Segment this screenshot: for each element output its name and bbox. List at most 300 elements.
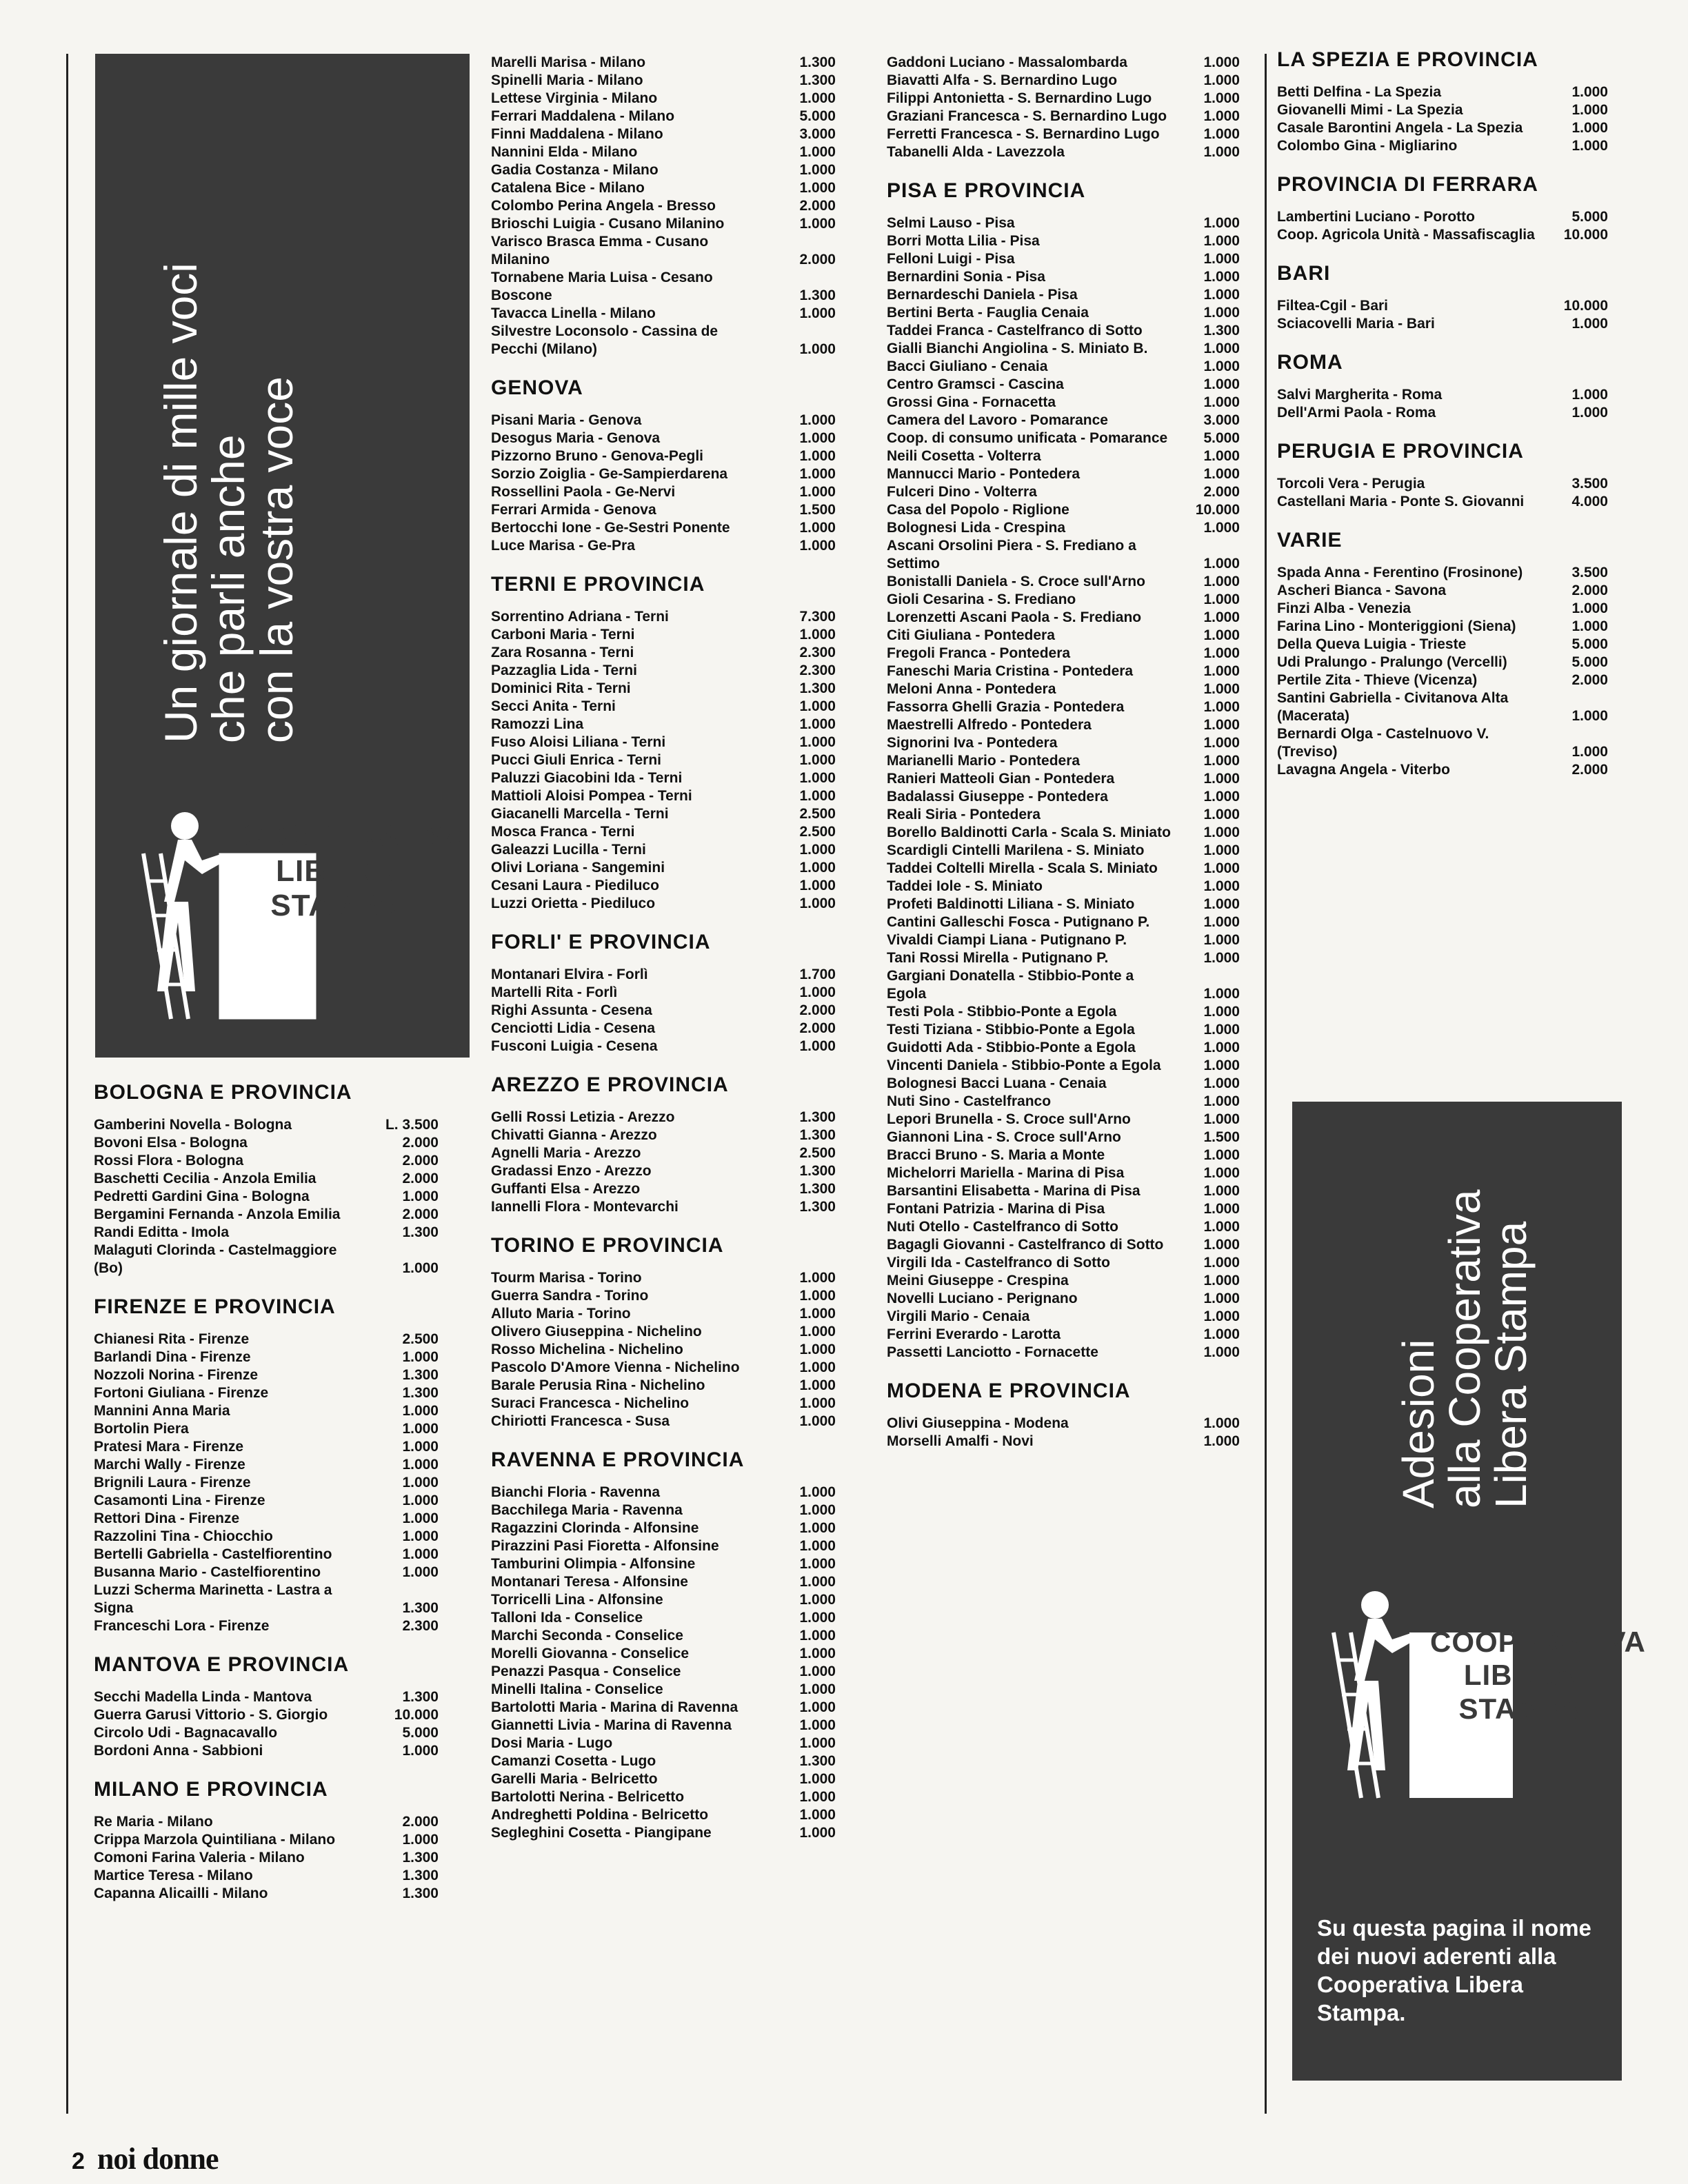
- list-item: [887, 1254, 1240, 1272]
- column-rule: [1265, 54, 1267, 2114]
- list-item: [887, 1146, 1240, 1164]
- list-item: [887, 716, 1240, 734]
- member-amount: 1.000: [1203, 986, 1240, 1002]
- list-item: [887, 645, 1240, 663]
- list-item: [1277, 689, 1608, 725]
- member-name: Bertini Berta - Fauglia Cenaia: [887, 305, 1089, 321]
- member-name: Coop. Agricola Unità - Massafiscaglia: [1277, 227, 1535, 243]
- member-amount: 1.000: [799, 144, 836, 160]
- list-item: [491, 54, 836, 72]
- list-item: [1277, 618, 1608, 636]
- list-item: [94, 1242, 439, 1277]
- list-item: [491, 412, 836, 429]
- member-name: Pirazzini Pasi Fioretta - Alfonsine: [491, 1538, 719, 1554]
- member-amount: 1.000: [799, 1699, 836, 1715]
- member-name: Ferrari Armida - Genova: [491, 502, 656, 518]
- section-heading: PISA E PROVINCIA: [887, 179, 1086, 202]
- section-heading: BOLOGNA E PROVINCIA: [94, 1081, 352, 1104]
- member-amount: 1.000: [799, 878, 836, 893]
- list-item: [491, 1395, 836, 1413]
- list-item: [491, 1341, 836, 1359]
- list-item: [887, 770, 1240, 788]
- member-amount: 1.000: [1203, 914, 1240, 930]
- member-name: Gioli Cesarina - S. Frediano: [887, 592, 1076, 607]
- member-name: Taddei Iole - S. Miniato: [887, 878, 1043, 894]
- ad-top: [95, 54, 470, 1058]
- member-amount: 1.000: [1203, 448, 1240, 464]
- member-amount: 1.000: [1203, 1111, 1240, 1127]
- list-item: [887, 501, 1240, 519]
- list-item: [491, 859, 836, 877]
- member-name: Finni Maddalena - Milano: [491, 126, 663, 142]
- list-item: [491, 1377, 836, 1395]
- member-name: Meloni Anna - Pontedera: [887, 681, 1056, 697]
- member-name: Sciacovelli Maria - Bari: [1277, 316, 1435, 332]
- listing-section: [94, 1778, 439, 1903]
- member-amount: 1.000: [799, 770, 836, 786]
- member-amount: 1.000: [1203, 376, 1240, 392]
- member-name: Bianchi Floria - Ravenna: [491, 1484, 661, 1500]
- member-name: Bacchilega Maria - Ravenna: [491, 1502, 683, 1518]
- list-item: [887, 1236, 1240, 1254]
- list-item: [491, 734, 836, 751]
- listing-section: [94, 1295, 439, 1635]
- member-amount: 1.000: [799, 1717, 836, 1733]
- member-amount: 1.000: [1203, 1093, 1240, 1109]
- member-amount: 1.000: [1203, 233, 1240, 249]
- member-amount: 1.000: [1203, 1219, 1240, 1235]
- list-item: [887, 214, 1240, 232]
- member-name: Camanzi Cosetta - Lugo: [491, 1753, 656, 1769]
- member-amount: 1.000: [1203, 592, 1240, 607]
- list-item: [94, 1152, 439, 1170]
- member-name: Badalassi Giuseppe - Pontedera: [887, 789, 1108, 805]
- member-name: Chiriotti Francesca - Susa: [491, 1413, 670, 1429]
- member-amount: 1.000: [799, 1520, 836, 1536]
- member-amount: 1.000: [1203, 394, 1240, 410]
- list-item: [94, 1348, 439, 1366]
- member-name: Bertelli Gabriella - Castelfiorentino: [94, 1546, 332, 1562]
- list-item: [491, 1002, 836, 1020]
- member-name: Guerra Garusi Vittorio - S. Giorgio: [94, 1707, 328, 1723]
- list-item: [491, 1591, 836, 1609]
- member-name: Pazzaglia Lida - Terni: [491, 663, 637, 678]
- member-amount: 1.000: [799, 627, 836, 643]
- list-item: [491, 841, 836, 859]
- member-name: Giovanelli Mimi - La Spezia: [1277, 102, 1463, 118]
- member-amount: 5.000: [1571, 636, 1608, 652]
- list-item: [887, 627, 1240, 645]
- member-name: Reali Siria - Pontedera: [887, 807, 1041, 822]
- member-name: Casa del Popolo - Riglione: [887, 502, 1069, 518]
- member-amount: 2.500: [799, 806, 836, 822]
- member-amount: 1.000: [1203, 1040, 1240, 1055]
- list-item: [491, 787, 836, 805]
- section-heading: BARI: [1277, 262, 1331, 285]
- member-name: Gargiani Donatella - Stibbio-Ponte a Egola: [887, 968, 1134, 1002]
- list-item: [887, 72, 1240, 90]
- member-amount: 1.000: [1203, 825, 1240, 840]
- member-name: Guerra Sandra - Torino: [491, 1288, 649, 1304]
- member-amount: 1.300: [799, 1109, 836, 1125]
- member-name: Talloni Ida - Conselice: [491, 1610, 643, 1626]
- member-amount: 1.300: [799, 54, 836, 70]
- member-amount: 1.000: [799, 520, 836, 536]
- member-amount: 1.000: [1203, 1058, 1240, 1073]
- list-item: [491, 1359, 836, 1377]
- member-name: Martelli Rita - Forlì: [491, 984, 618, 1000]
- list-item: [491, 877, 836, 895]
- member-amount: 3.500: [1571, 565, 1608, 580]
- list-item: [1277, 600, 1608, 618]
- listing-section: [491, 54, 836, 358]
- member-name: Fortoni Giuliana - Firenze: [94, 1385, 269, 1401]
- member-name: Vincenti Daniela - Stibbio-Ponte a Egola: [887, 1058, 1161, 1073]
- member-amount: 1.000: [799, 430, 836, 446]
- list-item: [491, 1681, 836, 1699]
- member-name: Lepori Brunella - S. Croce sull'Arno: [887, 1111, 1131, 1127]
- member-amount: 1.000: [1203, 932, 1240, 948]
- member-amount: 1.000: [402, 1421, 439, 1437]
- member-amount: 10.000: [1195, 502, 1240, 518]
- list-item: [887, 896, 1240, 913]
- list-item: [94, 1420, 439, 1438]
- list-item: [887, 842, 1240, 860]
- member-amount: 1.000: [799, 842, 836, 858]
- member-name: Guffanti Elsa - Arezzo: [491, 1181, 641, 1197]
- member-name: Nuti Sino - Castelfranco: [887, 1093, 1052, 1109]
- list-item: [491, 429, 836, 447]
- member-amount: 1.300: [402, 1689, 439, 1705]
- member-amount: 3.000: [1203, 412, 1240, 428]
- member-amount: 1.000: [1203, 1183, 1240, 1199]
- member-name: Signorini Iva - Pontedera: [887, 735, 1058, 751]
- member-name: Betti Delfina - La Spezia: [1277, 84, 1442, 100]
- list-item: [887, 1326, 1240, 1344]
- member-amount: 1.000: [1203, 717, 1240, 733]
- list-item: [491, 197, 836, 215]
- member-amount: 1.000: [1203, 753, 1240, 769]
- member-amount: 1.000: [1203, 1433, 1240, 1449]
- list-item: [491, 698, 836, 716]
- listing-section: [491, 1448, 836, 1842]
- member-name: Felloni Luigi - Pisa: [887, 251, 1015, 267]
- list-item: [491, 305, 836, 323]
- member-amount: 1.000: [1203, 1326, 1240, 1342]
- list-item: [887, 573, 1240, 591]
- list-item: [1277, 761, 1608, 779]
- member-name: Ferrari Maddalena - Milano: [491, 108, 675, 124]
- member-name: Fulceri Dino - Volterra: [887, 484, 1037, 500]
- list-item: [887, 143, 1240, 161]
- member-amount: 10.000: [1563, 227, 1608, 243]
- member-name: Bacci Giuliano - Cenaia: [887, 358, 1048, 374]
- member-amount: 2.300: [799, 663, 836, 678]
- member-amount: 1.000: [799, 1484, 836, 1500]
- member-name: Bovoni Elsa - Bologna: [94, 1135, 248, 1151]
- member-amount: 1.300: [799, 1199, 836, 1215]
- member-amount: 1.000: [1203, 1022, 1240, 1038]
- member-amount: 1.000: [1203, 126, 1240, 142]
- list-item: [887, 465, 1240, 483]
- member-amount: 2.000: [1571, 672, 1608, 688]
- list-item: [491, 233, 836, 269]
- list-item: [94, 1206, 439, 1224]
- member-name: Righi Assunta - Cesena: [491, 1002, 652, 1018]
- member-name: Rossi Flora - Bologna: [94, 1153, 244, 1169]
- member-amount: 1.000: [1203, 609, 1240, 625]
- member-name: Tourm Marisa - Torino: [491, 1270, 642, 1286]
- member-amount: 7.300: [799, 609, 836, 625]
- list-item: [887, 752, 1240, 770]
- member-name: Marchi Seconda - Conselice: [491, 1628, 683, 1644]
- member-name: Ascani Orsolini Piera - S. Frediano a Settimo: [887, 538, 1136, 572]
- list-item: [491, 769, 836, 787]
- list-item: [94, 1438, 439, 1456]
- member-name: Agnelli Maria - Arezzo: [491, 1145, 641, 1161]
- member-name: Bagagli Giovanni - Castelfranco di Sotto: [887, 1237, 1164, 1253]
- member-name: Rossellini Paola - Ge-Nervi: [491, 484, 676, 500]
- member-name: Carboni Maria - Terni: [491, 627, 635, 643]
- member-name: Testi Tiziana - Stibbio-Ponte a Egola: [887, 1022, 1135, 1038]
- list-item: [887, 1272, 1240, 1290]
- page-footer: [72, 2141, 219, 2176]
- member-amount: 1.000: [799, 698, 836, 714]
- member-amount: 2.000: [799, 252, 836, 267]
- member-name: Faneschi Maria Cristina - Pontedera: [887, 663, 1134, 679]
- listing-section: [94, 1081, 439, 1277]
- member-amount: 1.000: [1571, 316, 1608, 332]
- list-item: [491, 1180, 836, 1198]
- member-name: Minelli Italina - Conselice: [491, 1681, 663, 1697]
- member-name: Centro Gramsci - Cascina: [887, 376, 1064, 392]
- list-item: [94, 1581, 439, 1617]
- member-name: Nannini Elda - Milano: [491, 144, 638, 160]
- member-name: Secci Anita - Terni: [491, 698, 616, 714]
- member-name: Malaguti Clorinda - Castelmaggiore (Bo): [94, 1242, 337, 1276]
- member-name: Garelli Maria - Belricetto: [491, 1771, 658, 1787]
- list-item: [491, 1484, 836, 1502]
- list-item: [887, 663, 1240, 680]
- list-item: [887, 340, 1240, 358]
- member-amount: 1.000: [799, 734, 836, 750]
- member-amount: 1.000: [402, 1510, 439, 1526]
- member-amount: 5.000: [1571, 209, 1608, 225]
- member-amount: 1.000: [1203, 878, 1240, 894]
- list-item: [491, 1770, 836, 1788]
- member-name: Mosca Franca - Terni: [491, 824, 635, 840]
- list-item: [94, 1331, 439, 1348]
- member-name: Capanna Alicailli - Milano: [94, 1885, 268, 1901]
- list-item: [887, 824, 1240, 842]
- member-amount: 2.000: [799, 1002, 836, 1018]
- list-item: [887, 591, 1240, 609]
- list-item: [887, 734, 1240, 752]
- list-item: [94, 1116, 439, 1134]
- member-amount: 1.000: [799, 1771, 836, 1787]
- list-item: [1277, 493, 1608, 511]
- member-amount: 2.000: [402, 1171, 439, 1186]
- list-item: [887, 447, 1240, 465]
- section-heading: TORINO E PROVINCIA: [491, 1234, 724, 1257]
- member-name: Chianesi Rita - Firenze: [94, 1331, 250, 1347]
- member-amount: 1.000: [1203, 950, 1240, 966]
- member-name: Virgili Mario - Cenaia: [887, 1308, 1030, 1324]
- member-name: Olivero Giuseppina - Nichelino: [491, 1324, 702, 1339]
- list-item: [491, 1305, 836, 1323]
- member-amount: 1.000: [799, 1574, 836, 1590]
- member-name: Ramozzi Lina: [491, 716, 584, 732]
- member-name: Olivi Loriana - Sangemini: [491, 860, 665, 876]
- list-item: [1277, 582, 1608, 600]
- list-item: [1277, 404, 1608, 422]
- member-name: Barlandi Dina - Firenze: [94, 1349, 251, 1365]
- member-name: Pascolo D'Amore Vienna - Nichelino: [491, 1359, 740, 1375]
- member-name: Secchi Madella Linda - Mantova: [94, 1689, 312, 1705]
- member-name: Morselli Amalfi - Novi: [887, 1433, 1034, 1449]
- member-name: Pratesi Mara - Firenze: [94, 1439, 244, 1455]
- member-amount: 2.000: [402, 1206, 439, 1222]
- list-item: [887, 1075, 1240, 1093]
- list-item: [94, 1688, 439, 1706]
- member-amount: 1.300: [799, 1163, 836, 1179]
- member-amount: 1.000: [1203, 789, 1240, 805]
- member-name: Dominici Rita - Terni: [491, 680, 631, 696]
- member-amount: 1.000: [1203, 72, 1240, 88]
- member-name: Ranieri Matteoli Gian - Pontedera: [887, 771, 1115, 787]
- section-heading: GENOVA: [491, 376, 583, 399]
- member-amount: 1.000: [1203, 1075, 1240, 1091]
- list-item: [887, 376, 1240, 394]
- member-name: Morelli Giovanna - Conselice: [491, 1646, 690, 1661]
- list-item: [887, 1308, 1240, 1326]
- list-item: [94, 1546, 439, 1564]
- list-item: [1277, 119, 1608, 137]
- list-item: [887, 1344, 1240, 1362]
- list-item: [491, 72, 836, 90]
- section-heading: TERNI E PROVINCIA: [491, 573, 705, 596]
- member-amount: 1.000: [799, 180, 836, 196]
- member-name: Baschetti Cecilia - Anzola Emilia: [94, 1171, 316, 1186]
- listing-section: [887, 179, 1240, 1362]
- member-amount: 1.700: [799, 967, 836, 982]
- list-item: [491, 805, 836, 823]
- list-item: [491, 608, 836, 626]
- member-name: Brioschi Luigia - Cusano Milanino: [491, 216, 725, 232]
- listing-section: [491, 931, 836, 1055]
- member-amount: 1.000: [1203, 556, 1240, 572]
- ad-bottom-headline: Adesioni alla Cooperativa Libera Stampa: [1394, 1189, 1536, 1508]
- list-item: [491, 680, 836, 698]
- listing-section: [1277, 351, 1608, 422]
- member-amount: 1.000: [799, 1664, 836, 1679]
- list-item: [491, 269, 836, 305]
- list-item: [94, 1724, 439, 1742]
- member-amount: 1.000: [799, 162, 836, 178]
- member-name: Bolognesi Lida - Crespina: [887, 520, 1066, 536]
- member-amount: 1.000: [402, 1832, 439, 1848]
- member-amount: 1.000: [1571, 120, 1608, 136]
- column-4: [1277, 48, 1608, 797]
- member-amount: 1.000: [402, 1349, 439, 1365]
- section-heading: RAVENNA E PROVINCIA: [491, 1448, 745, 1471]
- member-amount: 1.000: [1203, 681, 1240, 697]
- list-item: [887, 286, 1240, 304]
- list-item: [1277, 564, 1608, 582]
- listing-section: [1277, 440, 1608, 511]
- member-name: Luzzi Scherma Marinetta - Lastra a Signa: [94, 1582, 332, 1616]
- list-item: [491, 1788, 836, 1806]
- list-item: [1277, 725, 1608, 761]
- member-name: Rettori Dina - Firenze: [94, 1510, 240, 1526]
- list-item: [94, 1742, 439, 1760]
- member-name: Tani Rossi Mirella - Putignano P.: [887, 950, 1109, 966]
- member-name: Gadia Costanza - Milano: [491, 162, 659, 178]
- list-item: [491, 1537, 836, 1555]
- member-name: Galeazzi Lucilla - Terni: [491, 842, 646, 858]
- member-name: Bolognesi Bacci Luana - Cenaia: [887, 1075, 1107, 1091]
- member-name: Fontani Patrizia - Marina di Pisa: [887, 1201, 1105, 1217]
- member-amount: 5.000: [1571, 654, 1608, 670]
- list-item: [491, 1627, 836, 1645]
- list-item: [491, 483, 836, 501]
- member-name: Michelorri Mariella - Marina di Pisa: [887, 1165, 1125, 1181]
- list-item: [491, 1824, 836, 1842]
- member-amount: 1.000: [799, 1342, 836, 1357]
- member-amount: 1.000: [402, 1743, 439, 1759]
- member-amount: 1.000: [1203, 627, 1240, 643]
- member-amount: 1.000: [799, 90, 836, 106]
- member-amount: 1.000: [799, 216, 836, 232]
- member-name: Gaddoni Luciano - Massalombarda: [887, 54, 1127, 70]
- member-name: Franceschi Lora - Firenze: [94, 1618, 270, 1634]
- member-amount: 1.300: [402, 1868, 439, 1883]
- member-amount: 1.000: [799, 1681, 836, 1697]
- member-name: Rosso Michelina - Nichelino: [491, 1342, 683, 1357]
- member-name: Paluzzi Giacobini Ida - Terni: [491, 770, 683, 786]
- member-name: Fassorra Ghelli Grazia - Pontedera: [887, 699, 1125, 715]
- member-amount: 1.000: [1203, 1415, 1240, 1431]
- member-amount: 1.300: [1203, 323, 1240, 338]
- member-amount: 1.500: [1203, 1129, 1240, 1145]
- list-item: [887, 1182, 1240, 1200]
- member-amount: 1.000: [1203, 1147, 1240, 1163]
- member-name: Brignili Laura - Firenze: [94, 1475, 251, 1490]
- member-amount: 1.000: [402, 1493, 439, 1508]
- section-heading: MODENA E PROVINCIA: [887, 1379, 1131, 1402]
- member-amount: 1.000: [1203, 771, 1240, 787]
- list-item: [887, 609, 1240, 627]
- list-item: [491, 1287, 836, 1305]
- member-amount: 1.000: [799, 484, 836, 500]
- list-item: [491, 465, 836, 483]
- listing-section: [1277, 173, 1608, 244]
- member-amount: 3.500: [1571, 476, 1608, 492]
- member-amount: 1.000: [1203, 1255, 1240, 1271]
- list-item: [491, 1162, 836, 1180]
- list-item: [887, 54, 1240, 72]
- member-amount: 1.000: [799, 1628, 836, 1644]
- column-3: [887, 54, 1240, 1468]
- member-amount: 1.000: [402, 1475, 439, 1490]
- section-heading: LA SPEZIA E PROVINCIA: [1277, 48, 1538, 71]
- listing-section: [491, 376, 836, 555]
- member-amount: 1.000: [1203, 269, 1240, 285]
- section-heading: MANTOVA E PROVINCIA: [94, 1653, 350, 1676]
- member-amount: 1.000: [1203, 520, 1240, 536]
- member-name: Maestrelli Alfredo - Pontedera: [887, 717, 1092, 733]
- list-item: [94, 1170, 439, 1188]
